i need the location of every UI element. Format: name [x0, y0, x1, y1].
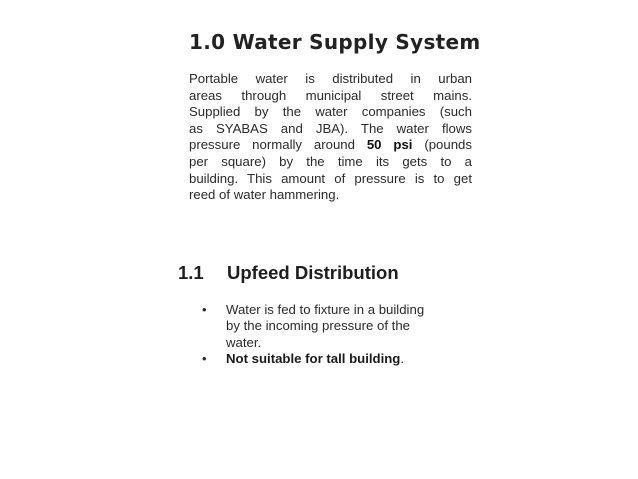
- subsection-heading: [178, 262, 399, 284]
- subsection-number: 1.1: [178, 262, 204, 283]
- pressure-value: 50 psi: [366, 137, 413, 153]
- section-heading: 1.0 Water Supply System: [189, 30, 481, 54]
- paragraph-line: per square) by the time its gets to a: [189, 153, 472, 169]
- bullet-bold-text: Not suitable for tall building: [226, 351, 401, 367]
- bullet-list: [202, 302, 502, 368]
- paragraph-line: building. This amount of pressure is to get: [189, 170, 472, 186]
- paragraph-line: Portable water is distributed in urban: [189, 71, 472, 86]
- paragraph-line: [189, 137, 472, 154]
- bullet-suffix: .: [400, 351, 405, 367]
- list-item: [202, 351, 502, 367]
- list-item: [202, 302, 502, 351]
- bullet-line: by the incoming pressure of the: [226, 318, 410, 334]
- bullet-line: Water is fed to fixture in a building: [226, 302, 425, 317]
- paragraph-line: reed of water hammering.: [189, 187, 340, 203]
- paragraph-text: (pounds: [412, 137, 472, 153]
- section-paragraph: [189, 71, 472, 204]
- bullet-icon: •: [202, 351, 207, 367]
- paragraph-line: Supplied by the water companies (such: [189, 104, 472, 120]
- bullet-icon: •: [202, 302, 207, 317]
- paragraph-line: as SYABAS and JBA). The water flows: [189, 120, 472, 136]
- subsection-title: Upfeed Distribution: [227, 262, 399, 283]
- paragraph-line: areas through municipal street mains.: [189, 87, 472, 103]
- bullet-line: [226, 351, 502, 367]
- paragraph-text: pressure normally around: [189, 137, 367, 153]
- bullet-line: water.: [226, 334, 262, 350]
